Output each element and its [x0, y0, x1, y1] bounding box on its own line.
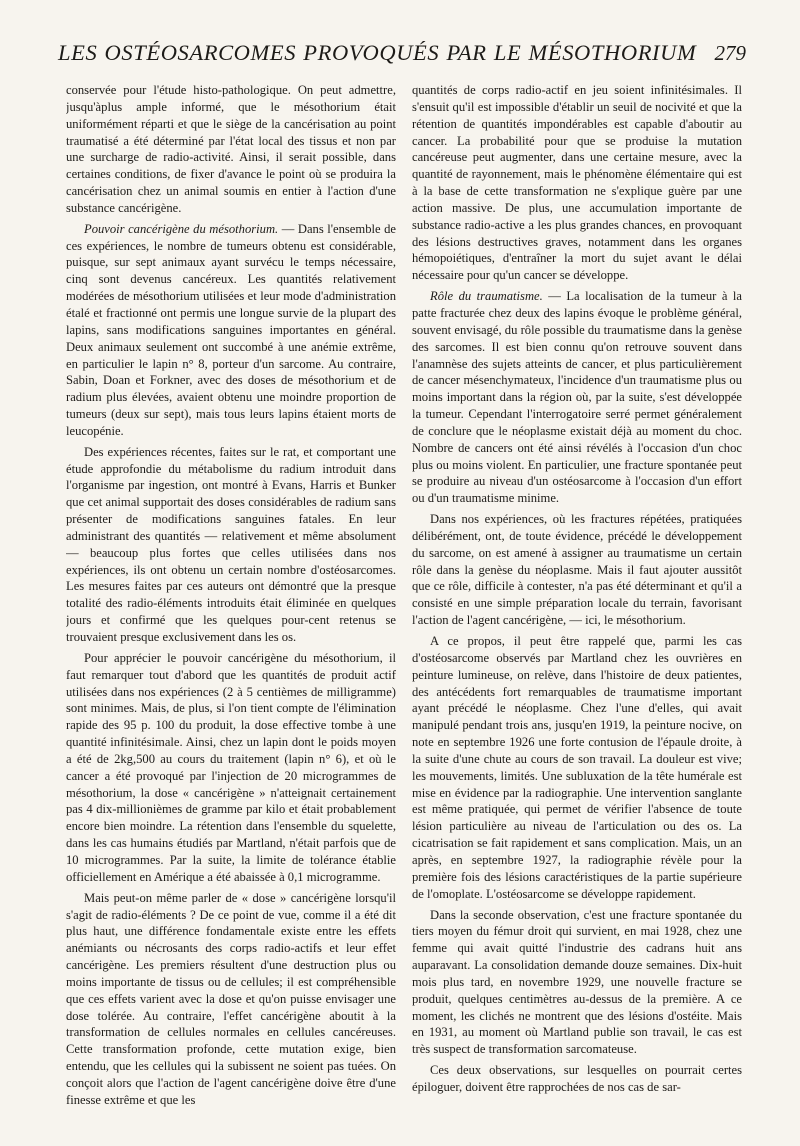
- paragraph: Ces deux observations, sur lesquelles on pourrait certes épiloguer, doivent être rapprochées de nos cas de sar-: [412, 1063, 742, 1094]
- paragraph-text: — La localisation de la tumeur à la patte fracturée chez deux des lapins évoque le problème général, souvent envisagé, du rôle possible du traumatisme dans la genèse des sarcomes. Il est bien connu qu'on retrouve souvent dans l'anamnèse des sujets atteints de cancer, et plus particulièrement de cancer mésenchymateux, l'incidence d'un traumatisme plus ou moins important dans la région où, par la suite, s'est développée la tumeur. Cependant l'interrogatoire serré permet généralement de conclure que le néoplasme existait déjà au moment du choc. Nombre de cancers ont été ainsi révélés à l'occasion d'un choc plus ou moins violent. En particulier, une fracture spontanée peut se produire au niveau d'un ostéosarcome à l'occasion d'un effort ou d'un traumatisme minime.: [412, 289, 742, 506]
- running-title: LES OSTÉOSARCOMES PROVOQUÉS PAR LE MÉSOTHORIUM: [58, 40, 697, 65]
- paragraph: Dans la seconde observation, c'est une fracture spontanée du tiers moyen du fémur droit qui survient, en mai 1928, chez une femme qui avait quitté l'industrie des cadrans huit ans auparavant. La consolidation demande douze semaines. Dix-huit mois plus tard, en novembre 1929, une nouvelle fracture se produit, quelques centimètres au-dessus de la première. A ce moment, les clichés ne montrent que des lésions d'ostéite. Mais en 1931, au moment où Martland publie son travail, le cas est très suspect de transformation sarcomateuse.: [412, 907, 742, 1057]
- paragraph: Pour apprécier le pouvoir cancérigène du mésothorium, il faut remarquer tout d'abord que les quantités de produit actif utilisées dans nos expériences (2 à 5 centièmes de milligramme) sont minimes. Mais, de plus, si l'on tient compte de l'élimination rapide des 95 p. 100 du produit, la dose effective tombe à une quantité infinitésimale. Ainsi, chez un lapin dont le poids moyen a été de 2kg,500 au cours du traitement (lapin n° 6), et où le cancer a été provoqué par l'injection de 20 microgrammes de mésothorium, la dose « cancérigène » n'atteignait certainement pas 4 dix-millionièmes de gramme par kilo et était probablement encore bien moindre. La rétention dans l'ensemble du squelette, dans les cas humains étudiés par Martland, n'était parfois que de 10 microgrammes. Par la suite, la limite de tolérance établie officiellement en Amérique a été abaissée à 0,1 microgramme.: [66, 650, 396, 884]
- page-number: 279: [714, 41, 746, 65]
- paragraph: conservée pour l'étude histo-pathologique. On peut admettre, jusqu'àplus ample informé, que le mésothorium était uniformément réparti et que le siège de la cancérisation au point traumatisé a été déterminé par l'état local des tissus et non par une surcharge de radio-activité. Ainsi, il serait possible, dans certaines conditions, de fixer d'avance le point où se produira la cancérisation chez un animal soumis en entier à l'action d'une substance cancérigène.: [66, 83, 396, 215]
- paragraph: quantités de corps radio-actif en jeu soient infinitésimales. Il s'ensuit qu'il est impossible d'établir un seuil de nocivité et que la rétention de quantités impondérables est capable d'aboutir au cancer. La probabilité pour que se produise la mutation cancéreuse peut augmenter, dans une certaine mesure, avec la quantité de rayonnement, mais le phénomène élémentaire qui est à la base de cette transformation ne s'explique guère par une action massive. De plus, une accumulation importante de substance radio-active a les plus grandes chances, en provoquant des lésions destructives graves, notamment dans les organes hémopoiétiques, d'entraîner la mort du sujet avant le délai nécessaire pour qu'un cancer se développe.: [412, 83, 742, 283]
- paragraph: A ce propos, il peut être rappelé que, parmi les cas d'ostéosarcome observés par Martland chez les ouvrières en peinture lumineuse, on relève, dans l'histoire de deux patientes, des antécédents fort remarquables de traumatisme important ayant précédé le néoplasme. Chez l'une d'elles, qui avait manipulé pendant trois ans, jusqu'en 1919, la peinture nocive, on note en septembre 1926 une forte contusion de l'épaule droite, à la suite d'une chute au cours de son travail. La douleur est vive; les mouvements, limités. Une subluxation de la tête humérale est mise en évidence par la radiographie. Une intervention sanglante est même pratiquée, qui permet de vérifier l'absence de toute lésion particulière au niveau de l'articulation ou des os. La cicatrisation se fait rapidement et sans complication. Mais, un an après, en septembre 1927, la radiographie révèle pour la première fois des lésions caractéristiques de la partie supérieure de l'omoplate. L'ostéosarcome se développe rapidement.: [412, 634, 742, 901]
- paragraph: Mais peut-on même parler de « dose » cancérigène lorsqu'il s'agit de radio-éléments ? De ce point de vue, comme il a été dit plus haut, une différence fondamentale existe entre les effets anémiants ou nécrosants des corps radio-actifs et leur effet cancérigène. Les premiers résultent d'une destruction plus ou moins importante de tissus ou de cellules; il est compréhensible que ces effets varient avec la dose et qu'on puisse envisager une dose tolérée. Au contraire, l'effet cancérigène aboutit à la transformation de cellules normales en cellules cancéreuses. Cette transformation profonde, cette mutation exige, bien entendu, que les cellules qui la subissent ne soient pas tuées. On conçoit alors que l'action de l'agent cancérigène doive être d'une finesse extrême et que les: [66, 890, 396, 1107]
- page-header: [58, 40, 746, 76]
- section-title: Rôle du traumatisme.: [430, 289, 543, 304]
- right-column: [412, 82, 742, 1122]
- paragraph: Dans nos expériences, où les fractures répétées, pratiquées délibérément, ont, de toute évidence, précédé le développement du sarcome, on est amené à assigner au traumatisme un certain rôle dans la genèse du néoplasme. Mais il faut ajouter aussitôt que ce rôle, difficile à contester, n'a pas été déterminant et qu'il a consisté en une simple préparation locale du terrain, favorisant l'action de l'agent cancérigène, — ici, le mésothorium.: [412, 512, 742, 628]
- section-title: Pouvoir cancérigène du mésothorium.: [84, 221, 279, 236]
- left-column: [66, 82, 396, 1122]
- paragraph: Des expériences récentes, faites sur le rat, et comportant une étude approfondie du métabolisme du radium introduit dans l'organisme par ingestion, ont montré à Evans, Harris et Bunker que cet animal supportait des doses considérables de radium sans présenter de modifications sanguines fatales. En leur administrant des quantités — relativement et même absolument — beaucoup plus fortes que celles utilisées dans nos expériences, ils ont obtenu un certain nombre d'ostéosarcomes. Les mesures faites par ces auteurs ont démontré que la presque totalité des radio-éléments introduits était éliminée en quelques jours et confirmé que les quelques pour-cent retenus se trouvaient presque exclusivement dans les os.: [66, 444, 396, 644]
- paragraph-pouvoir-cancerigene: [66, 221, 396, 440]
- paragraph-text: — Dans l'ensemble de ces expériences, le nombre de tumeurs obtenu est considérable, puisque, sur sept animaux ayant survécu le temps nécessaire, cinq sont devenus cancéreux. Les quantités relativement modérées de mésothorium utilisées et leur mode d'administration étalé et fractionné ont permis une longue survie de la plupart des lapins, sans modifications sanguines importantes en général. Deux animaux seulement ont succombé à une anémie extrême, en particulier le lapin n° 8, porteur d'un sarcome. Au contraire, Sabin, Doan et Forkner, avec des doses de mésothorium et de radium plus élevées, avaient obtenu une moindre proportion de tumeurs (deux sur sept), mais tous leurs lapins étaient morts de leucopénie.: [66, 221, 396, 438]
- paragraph-role-traumatisme: [412, 288, 742, 507]
